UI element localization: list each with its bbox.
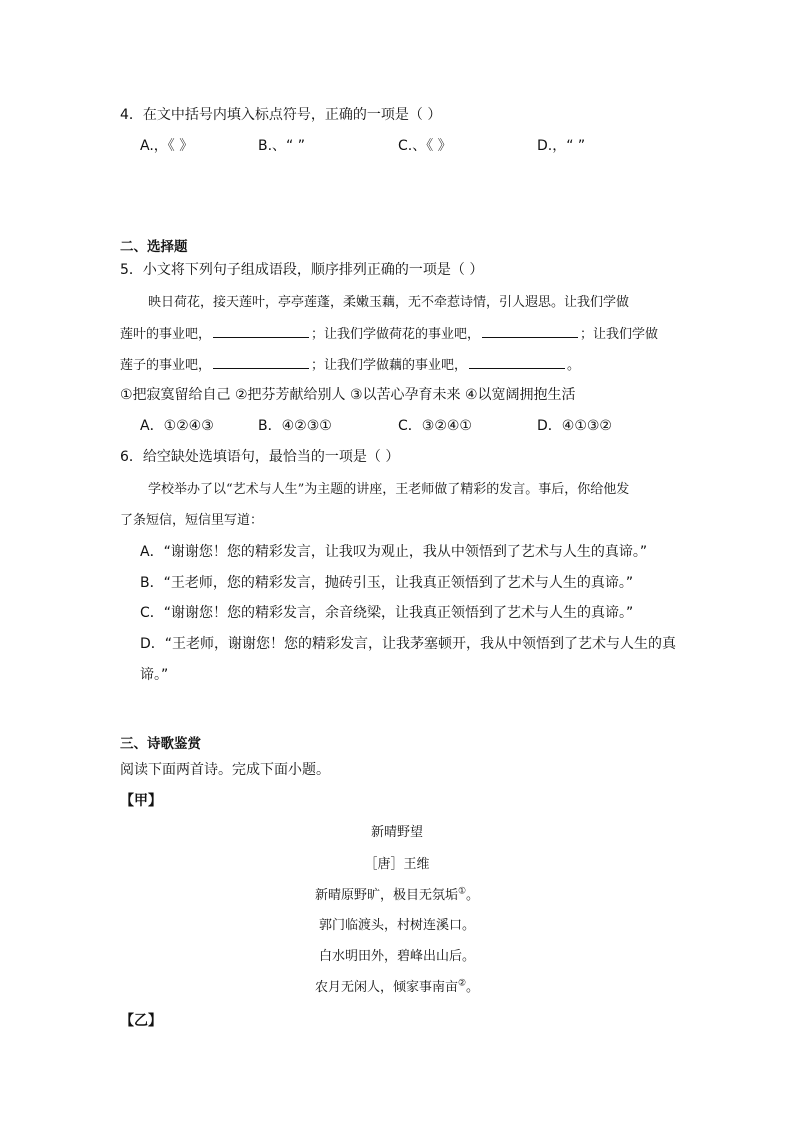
q5-text-3a: 莲子的事业吧， — [120, 358, 212, 373]
q5-blank-3[interactable] — [213, 356, 309, 369]
q4-option-d: D.，“ ” — [537, 138, 586, 154]
q4-option-b: B.、“ ” — [258, 138, 306, 154]
q5-option-c: C．③②④① — [398, 418, 472, 434]
poem-title: 新晴野望 — [370, 825, 423, 840]
poem-line-1 — [0, 884, 794, 903]
q5-text-2c: ；让我们学做 — [580, 327, 659, 342]
section-3-intro: 阅读下面两首诗。完成下面小题。 — [120, 762, 330, 778]
q5-option-d: D．④①③② — [537, 418, 612, 434]
q5-passage-line-2 — [120, 323, 658, 342]
poem-line-4 — [0, 976, 794, 995]
q5-option-b: B．④②③① — [258, 418, 332, 434]
section-3-title: 三、诗歌鉴赏 — [120, 736, 201, 752]
poem-line-1-end: 。 — [466, 888, 480, 903]
poem-line-4-text: 农月无闲人，倾家事南亩 — [314, 980, 458, 995]
q6-option-a: A．“谢谢您！您的精彩发言，让我叹为观止，我从中领悟到了艺术与人生的真谛。” — [140, 544, 648, 560]
q6-option-b: B．“王老师，您的精彩发言，抛砖引玉，让我真正领悟到了艺术与人生的真谛。” — [140, 575, 634, 591]
poem-author: ［唐］王维 — [364, 857, 430, 872]
q6-option-d-line-2: 谛。” — [140, 667, 169, 683]
q5-passage-line-3 — [120, 354, 580, 373]
poem-line-4-end: 。 — [466, 980, 480, 995]
q5-stem: 5．小文将下列句子组成语段，顺序排列正确的一项是（ ） — [120, 262, 484, 278]
q5-blank-4[interactable] — [469, 356, 565, 369]
q5-text-2b: ；让我们学做荷花的事业吧， — [311, 327, 481, 342]
q5-blank-2[interactable] — [482, 325, 578, 338]
q6-stem: 6．给空缺处选填语句，最恰当的一项是（ ） — [120, 449, 400, 465]
q4-option-c: C.、《 》 — [398, 138, 452, 154]
poem-line-2: 郭门临渡头，村树连溪口。 — [318, 918, 475, 933]
q5-text-2a: 莲叶的事业吧， — [120, 327, 212, 342]
poem-note-1: ① — [457, 886, 467, 897]
poem-note-2: ② — [457, 978, 467, 989]
q6-passage-line-1: 学校举办了以“艺术与人生”为主题的讲座，王老师做了精彩的发言。事后，你给他发 — [148, 482, 630, 497]
q5-sentences: ①把寂寞留给自己 ②把芬芳献给别人 ③以苦心孕育未来 ④以宽阔拥抱生活 — [120, 387, 576, 403]
q4-option-a: A.，《 》 — [140, 138, 194, 154]
q5-text-3b: ；让我们学做藕的事业吧， — [311, 358, 468, 373]
q5-blank-1[interactable] — [213, 325, 309, 338]
poem-jia-label: 【甲】 — [120, 793, 162, 809]
q6-passage-line-2: 了条短信，短信里写道： — [120, 513, 264, 528]
q4-stem: 4．在文中括号内填入标点符号，正确的一项是（ ） — [120, 107, 442, 123]
poem-line-3: 白水明田外，碧峰出山后。 — [318, 949, 475, 964]
q6-option-d-line-1: D．“王老师，谢谢您！您的精彩发言，让我茅塞顿开，我从中领悟到了艺术与人生的真 — [140, 636, 677, 652]
q5-passage-line-1: 映日荷花，接天莲叶，亭亭莲蓬，柔嫩玉藕，无不牵惹诗情，引人遐思。让我们学做 — [148, 295, 630, 310]
q6-option-c: C．“谢谢您！您的精彩发言，余音绕梁，让我真正领悟到了艺术与人生的真谛。” — [140, 605, 634, 621]
q5-text-3c: 。 — [567, 358, 581, 373]
q5-option-a: A．①②④③ — [140, 418, 214, 434]
poem-line-1-text: 新晴原野旷，极目无氛垢 — [314, 888, 458, 903]
section-2-title: 二、选择题 — [120, 239, 188, 255]
poem-yi-label: 【乙】 — [120, 1013, 162, 1029]
